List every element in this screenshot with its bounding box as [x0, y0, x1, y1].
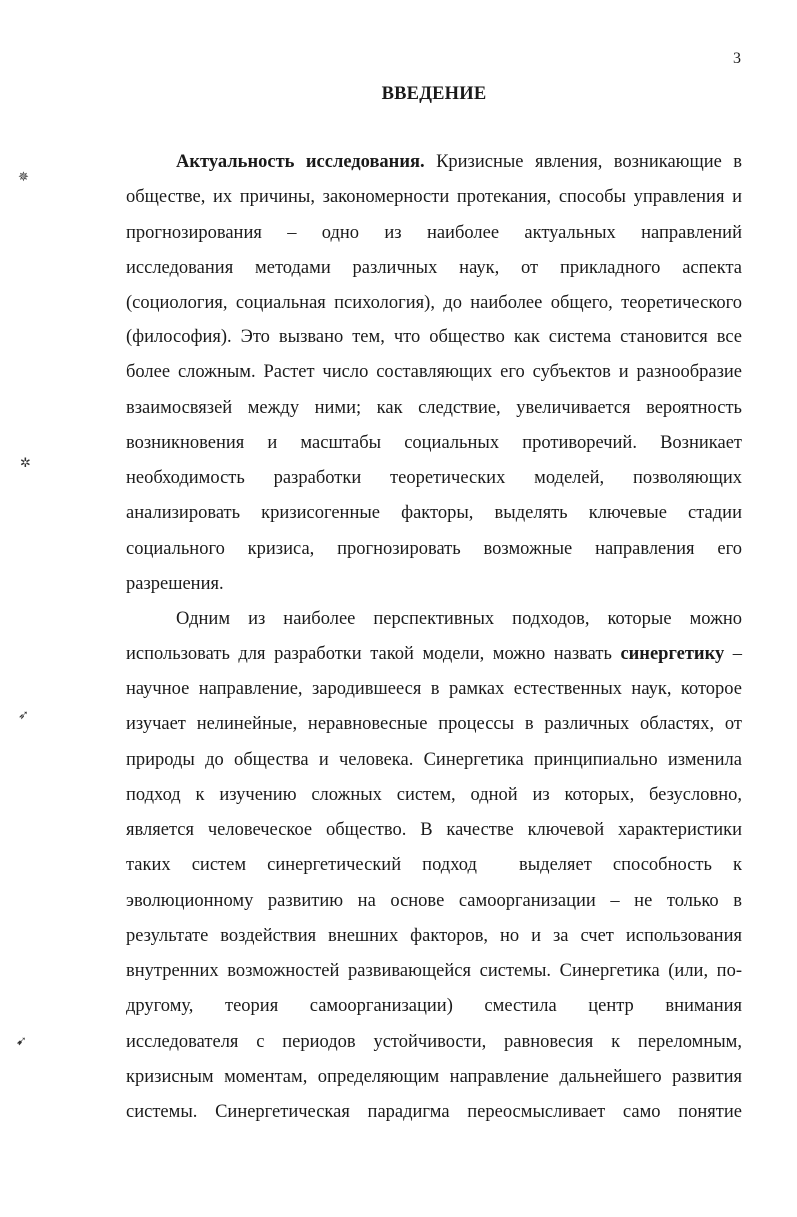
page-number: 3 [733, 50, 741, 67]
text-line: прогнозирования – одно из наиболее актуальных направлений [126, 223, 742, 243]
text-line: научное направление, зародившееся в рамках естественных наук, которое [126, 679, 742, 699]
scan-speck-icon: ✵ [18, 170, 29, 185]
text-line: Актуальность исследования. Кризисные явления, возникающие в [176, 152, 742, 172]
text-line: обществе, их причины, закономерности протекания, способы управления и [126, 187, 742, 207]
scan-speck-icon: ➹ [16, 1034, 27, 1049]
text-line: разрешения. [126, 574, 224, 594]
text-line: природы до общества и человека. Синергетика принципиально изменила [126, 750, 742, 770]
text-line: результате воздействия внешних факторов, но и за счет использования [126, 926, 742, 946]
text-line: эволюционному развитию на основе самоорганизации – не только в [126, 891, 742, 911]
text-line: взаимосвязей между ними; как следствие, увеличивается вероятность [126, 398, 742, 418]
text-line: является человеческое общество. В качестве ключевой характеристики [126, 820, 742, 840]
text-line: системы. Синергетическая парадигма переосмысливает само понятие [126, 1102, 742, 1122]
text-line: таких систем синергетический подход выделяет способность к [126, 855, 742, 875]
text-line: использовать для разработки такой модели, можно назвать синергетику – [126, 644, 743, 664]
text-line: исследования методами различных наук, от прикладного аспекта [126, 258, 742, 278]
text-line: другому, теория самоорганизации) сместила центр внимания [126, 996, 742, 1016]
scan-speck-icon: ➶ [18, 708, 29, 723]
scan-speck-icon: ✲ [20, 456, 31, 471]
text-line: необходимость разработки теоретических моделей, позволяющих [126, 468, 742, 488]
text-line: возникновения и масштабы социальных противоречий. Возникает [126, 433, 742, 453]
text-line: Одним из наиболее перспективных подходов, которые можно [176, 609, 742, 629]
section-lead: Актуальность исследования. [176, 152, 425, 172]
text-line: анализировать кризисогенные факторы, выделять ключевые стадии [126, 503, 742, 523]
key-term: синергетику [620, 644, 725, 664]
text-line: внутренних возможностей развивающейся системы. Синергетика (или, по- [126, 961, 742, 981]
text-line: социального кризиса, прогнозировать возможные направления его [126, 539, 742, 559]
text-line: (философия). Это вызвано тем, что общество как система становится все [126, 327, 742, 347]
text-line: (социология, социальная психология), до наиболее общего, теоретического [126, 293, 742, 313]
page-title: ВВЕДЕНИЕ [381, 84, 487, 104]
text-line: более сложным. Растет число составляющих его субъектов и разнообразие [126, 362, 742, 382]
text-line: исследователя с периодов устойчивости, равновесия к переломным, [126, 1032, 742, 1052]
text-line: кризисным моментам, определяющим направление дальнейшего развития [126, 1067, 742, 1087]
text-line: подход к изучению сложных систем, одной из которых, безусловно, [126, 785, 742, 805]
text-line: изучает нелинейные, неравновесные процессы в различных областях, от [126, 714, 742, 734]
